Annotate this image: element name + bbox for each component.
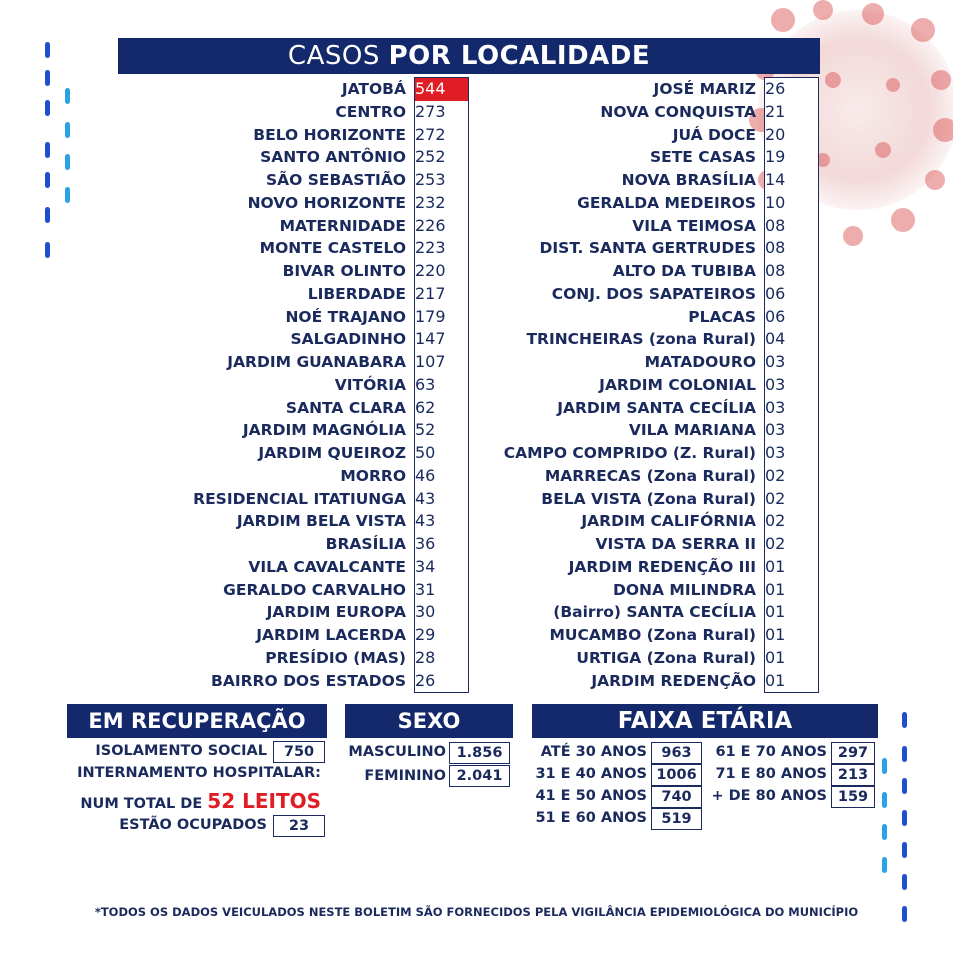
localidade-row [100, 510, 406, 532]
case-count: 04 [765, 329, 786, 349]
localidade-row [100, 146, 406, 168]
case-count: 08 [765, 261, 786, 280]
localidade-name: JARDIM EUROPA [266, 603, 406, 622]
localidade-row [460, 442, 756, 464]
localidade-name: SALGADINHO [290, 330, 406, 349]
localidade-name: SANTO ANTÔNIO [260, 148, 406, 167]
case-count: 02 [765, 534, 786, 553]
case-count: 147 [415, 329, 446, 349]
case-count: 273 [415, 101, 446, 121]
localidade-name: VISTA DA SERRA II [595, 535, 756, 553]
localidade-row [100, 328, 406, 350]
left-dash-decoration [45, 42, 75, 262]
localidade-row [100, 647, 406, 669]
localidade-row [460, 647, 756, 669]
localidade-row [460, 556, 756, 578]
case-count: 20 [765, 124, 786, 144]
case-count: 03 [765, 374, 786, 394]
localidade-name: JARDIM COLONIAL [599, 375, 756, 394]
faixa-label: 41 E 50 ANOS [535, 788, 647, 804]
faixa-label: ATÉ 30 ANOS [540, 744, 647, 760]
case-count: 223 [415, 238, 446, 258]
localidade-row [100, 419, 406, 441]
localidade-row [100, 169, 406, 191]
localidade-row [460, 124, 756, 146]
localidade-name: CONJ. DOS SAPATEIROS [551, 284, 756, 303]
case-count: 43 [415, 488, 436, 508]
localidade-row [460, 397, 756, 419]
localidade-name: JARDIM QUEIROZ [258, 444, 406, 462]
faixa-value: 159 [831, 786, 875, 808]
case-count: 253 [415, 170, 446, 189]
total-prefix: NUM TOTAL DE [80, 796, 203, 812]
case-count: 34 [415, 556, 436, 576]
case-count: 01 [765, 647, 786, 667]
localidade-name: MUCAMBO (Zona Rural) [549, 626, 756, 644]
isolamento-value: 750 [273, 741, 325, 763]
case-count: 01 [765, 579, 786, 599]
masculino-label: MASCULINO [348, 744, 446, 760]
case-count: 01 [765, 670, 786, 690]
case-count: 14 [765, 170, 786, 189]
faixa-value: 519 [651, 808, 702, 830]
localidade-row [100, 624, 406, 646]
localidade-name: JARDIM LACERDA [256, 626, 406, 644]
localidade-row [460, 146, 756, 168]
localidade-name: BAIRRO DOS ESTADOS [211, 671, 406, 690]
localidade-name: DIST. SANTA GERTRUDES [539, 239, 756, 258]
case-count: 19 [765, 147, 786, 167]
case-count: 02 [765, 488, 786, 508]
localidade-row [100, 442, 406, 464]
localidade-name: JATOBÁ [341, 80, 406, 98]
case-count: 29 [415, 625, 436, 644]
localidade-row [100, 78, 406, 100]
faixa-label: 31 E 40 ANOS [535, 766, 647, 782]
localidade-name: SANTA CLARA [285, 398, 406, 417]
localidade-name: BIVAR OLINTO [282, 262, 406, 280]
localidade-row [460, 419, 756, 441]
case-count: 02 [765, 511, 786, 531]
localidade-name: JARDIM BELA VISTA [236, 512, 406, 531]
sexo-header: SEXO [345, 704, 513, 738]
masculino-value: 1.856 [449, 742, 510, 764]
case-count: 06 [765, 283, 786, 303]
localidade-row [460, 328, 756, 350]
title-bold-text: POR LOCALIDADE [388, 41, 651, 71]
localidade-row [460, 192, 756, 214]
localidade-row [460, 306, 756, 328]
localidade-row [100, 533, 406, 555]
case-count: 179 [415, 306, 446, 326]
case-count: 107 [415, 352, 446, 371]
localidade-row [100, 397, 406, 419]
localidade-name: VILA CAVALCANTE [248, 557, 406, 576]
faixa-value: 213 [831, 764, 875, 786]
faixa-label: 71 E 80 ANOS [715, 766, 827, 782]
localidade-row [460, 169, 756, 191]
localidade-name: LIBERDADE [307, 284, 406, 303]
faixa-value: 740 [651, 786, 702, 808]
case-count: 08 [765, 215, 786, 235]
localidade-row [460, 465, 756, 487]
localidade-name: JOSÉ MARIZ [653, 80, 756, 98]
localidade-name: GERALDA MEDEIROS [577, 193, 756, 212]
feminino-value: 2.041 [449, 765, 510, 787]
localidade-name: VILA TEIMOSA [632, 216, 756, 235]
localidade-name: VILA MARIANA [628, 421, 756, 440]
localidade-name: SETE CASAS [649, 148, 756, 167]
localidade-name: JARDIM CALIFÓRNIA [581, 512, 756, 531]
localidade-name: DONA MILINDRA [612, 580, 756, 599]
localidade-row [100, 351, 406, 373]
localidade-name: JARDIM GUANABARA [227, 353, 406, 371]
localidade-name: NOVA CONQUISTA [600, 102, 756, 121]
localidade-row [460, 78, 756, 100]
localidade-row [100, 101, 406, 123]
faixa-value: 297 [831, 742, 875, 764]
localidade-row [100, 306, 406, 328]
localidade-row [460, 624, 756, 646]
localidade-name: CENTRO [335, 102, 406, 121]
localidade-row [100, 488, 406, 510]
localidade-name: JUÁ DOCE [672, 125, 756, 144]
localidade-name: BRASÍLIA [325, 535, 406, 553]
feminino-label: FEMININO [364, 768, 446, 784]
ocupados-label: ESTÃO OCUPADOS [119, 817, 267, 833]
localidade-row [460, 488, 756, 510]
case-count: 28 [415, 647, 436, 667]
case-count: 08 [765, 238, 786, 258]
localidade-row [460, 670, 756, 692]
localidade-row [460, 215, 756, 237]
ocupados-value: 23 [273, 815, 325, 837]
faixa-value: 963 [651, 742, 702, 764]
case-count: 272 [415, 124, 446, 144]
localidade-name: CAMPO COMPRIDO (Z. Rural) [503, 444, 756, 462]
localidade-name: JARDIM REDENÇÃO III [568, 557, 756, 576]
case-count: 26 [415, 670, 436, 690]
case-count: 03 [765, 397, 786, 417]
case-count: 50 [415, 443, 436, 462]
localidade-name: NOVO HORIZONTE [247, 193, 406, 212]
localidade-name: (Bairro) SANTA CECÍLIA [553, 603, 756, 622]
localidade-row [460, 601, 756, 623]
case-count: 36 [415, 534, 436, 553]
case-count: 31 [415, 579, 436, 599]
localidade-row [100, 215, 406, 237]
localidade-name: GERALDO CARVALHO [223, 580, 406, 599]
case-count: 217 [415, 283, 446, 303]
localidade-name: NOÉ TRAJANO [285, 307, 406, 326]
localidade-row [100, 192, 406, 214]
faixa-value: 1006 [651, 764, 702, 786]
localidade-name: URTIGA (Zona Rural) [576, 648, 756, 667]
localidade-row [460, 533, 756, 555]
case-count: 03 [765, 443, 786, 462]
case-count: 01 [765, 602, 786, 622]
localidade-row [100, 556, 406, 578]
localidade-name: BELA VISTA (Zona Rural) [541, 489, 756, 508]
total-leitos-line [80, 788, 321, 817]
right-case-values [764, 77, 819, 693]
title-light-text: CASOS [287, 41, 380, 71]
case-count: 226 [415, 215, 446, 235]
localidade-row [100, 260, 406, 282]
case-count: 10 [765, 192, 786, 212]
localidade-row [460, 283, 756, 305]
localidade-name: JARDIM REDENÇÃO [591, 671, 756, 690]
faixa-label: 51 E 60 ANOS [535, 810, 647, 826]
localidade-row [100, 670, 406, 692]
case-count: 21 [765, 101, 786, 121]
localidade-row [460, 579, 756, 601]
localidade-row [100, 465, 406, 487]
case-count: 06 [765, 306, 786, 326]
case-count: 46 [415, 465, 436, 485]
case-count: 03 [765, 352, 786, 371]
case-count: 63 [415, 374, 436, 394]
isolamento-label: ISOLAMENTO SOCIAL [95, 743, 267, 759]
case-count: 52 [415, 420, 436, 440]
localidade-row [460, 237, 756, 259]
localidade-row [100, 124, 406, 146]
faixa-header: FAIXA ETÁRIA [532, 704, 878, 738]
case-count: 43 [415, 511, 436, 531]
internamento-label: INTERNAMENTO HOSPITALAR: [77, 765, 321, 781]
localidade-name: MARRECAS (Zona Rural) [544, 466, 756, 485]
localidade-row [460, 101, 756, 123]
localidade-name: MATERNIDADE [279, 216, 406, 235]
localidade-name: SÃO SEBASTIÃO [266, 171, 406, 189]
localidade-name: RESIDENCIAL ITATIUNGA [193, 489, 406, 508]
case-count: 544 [415, 78, 468, 101]
faixa-label: + DE 80 ANOS [711, 788, 827, 804]
case-count: 252 [415, 147, 446, 167]
localidade-name: ALTO DA TUBIBA [612, 262, 756, 280]
localidade-name: NOVA BRASÍLIA [621, 171, 756, 189]
localidade-name: TRINCHEIRAS (zona Rural) [526, 330, 756, 349]
faixa-label: 61 E 70 ANOS [715, 744, 827, 760]
localidade-name: MATADOURO [644, 353, 756, 371]
case-count: 01 [765, 556, 786, 576]
footnote: *TODOS OS DADOS VEICULADOS NESTE BOLETIM SÃO FORNECIDOS PELA VIGILÂNCIA EPIDEMIOLÓGICA DO MUNICÍPIO [94, 905, 859, 919]
right-dash-decoration [882, 712, 912, 932]
recovery-header: EM RECUPERAÇÃO [67, 704, 327, 738]
localidade-name: MORRO [340, 466, 406, 485]
localidade-name: JARDIM MAGNÓLIA [242, 421, 406, 440]
localidade-row [460, 260, 756, 282]
case-count: 26 [765, 79, 786, 98]
localidade-row [460, 510, 756, 532]
localidade-row [100, 237, 406, 259]
localidade-row [100, 601, 406, 623]
case-count: 30 [415, 602, 436, 622]
case-count: 232 [415, 192, 446, 212]
localidade-name: PLACAS [688, 307, 756, 326]
case-count: 02 [765, 465, 786, 485]
localidade-row [460, 351, 756, 373]
case-count: 03 [765, 420, 786, 440]
localidade-row [100, 283, 406, 305]
localidade-name: PRESÍDIO (MAS) [265, 648, 406, 667]
localidade-name: MONTE CASTELO [259, 239, 406, 258]
case-count: 01 [765, 625, 786, 644]
case-count: 62 [415, 397, 436, 417]
localidade-name: JARDIM SANTA CECÍLIA [557, 398, 756, 417]
page-title [118, 38, 820, 74]
localidade-row [100, 579, 406, 601]
total-leitos-value: 52 LEITOS [207, 789, 321, 813]
localidade-row [100, 374, 406, 396]
localidade-name: VITÓRIA [334, 375, 406, 394]
localidade-row [460, 374, 756, 396]
case-count: 220 [415, 261, 446, 280]
localidade-name: BELO HORIZONTE [253, 125, 406, 144]
